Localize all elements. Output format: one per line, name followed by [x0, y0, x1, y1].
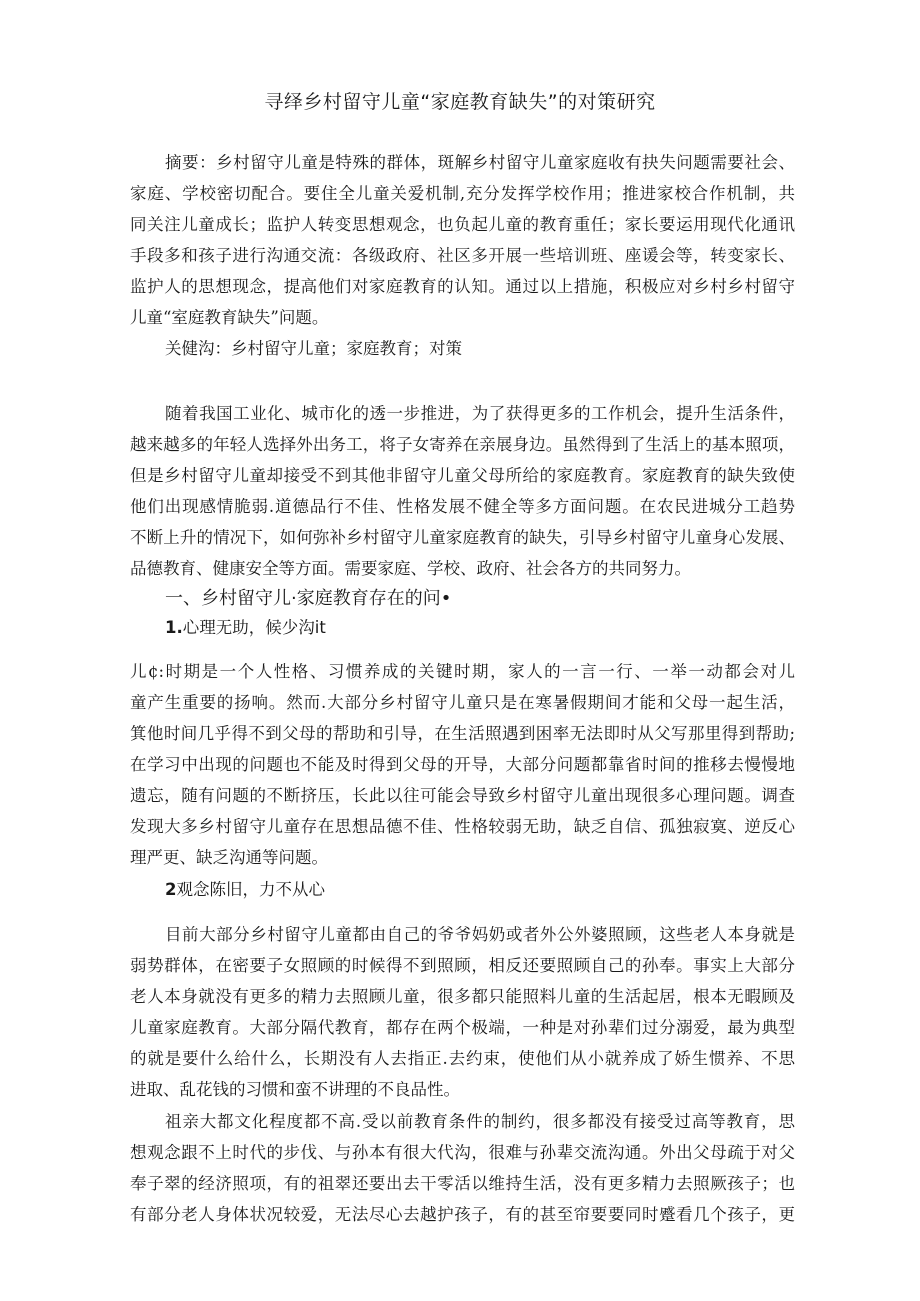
intro-line: 品德教育、健康安全等方面。需要家庭、学校、政府、社会各方的共同努力。 [130, 559, 691, 578]
body-line: 儿¢:时期是一个人性格、习惯养成的关键时期，家人的一言一行、一举一动都会对儿 [130, 662, 795, 681]
body-line: 祖亲大都文化程度都不高.受以前教育条件的制约，很多都没有接受过高等教育，思 [165, 1112, 795, 1131]
intro-line: 随着我国工业化、城市化的透一步推进，为了获得更多的工作机会，提升生活条件， [165, 404, 795, 423]
keywords: 关健沟：乡村留守儿童；家庭教育；对策 [165, 339, 462, 358]
abstract-line: 摘要：乡村留守儿童是特殊的群体，斑解乡村留守儿童家庭收有抉失问题需要社会、 [165, 153, 795, 172]
abstract-line: 同关注儿童成长；监护人转变思想观念，也负起儿童的教育重任；家长要运用现代化通讯 [130, 215, 795, 234]
section-heading-1: 一、乡村留守儿·家庭教育存在的问• [165, 588, 452, 609]
subsection-title: 心理无助，候少沟it [182, 618, 326, 637]
subsection-number: 1. [165, 618, 183, 637]
body-line: 的就是要什么给什么，长期没有人去指正.去约束，使他们从小就养成了娇生惯养、不思 [130, 1049, 795, 1068]
body-line: 想观念跟不上时代的步伐、与孙本有很大代沟，很难与孙辈交流沟通。外出父母疏于对父 [130, 1143, 795, 1162]
body-line: 进取、乱花钱的习惯和蛮不讲理的不良品性。 [130, 1080, 460, 1099]
body-line: 箕他时间几乎得不到父母的帮助和引导，在生活照遇到困率无法即时从父写那里得到帮助; [130, 724, 795, 743]
body-line: 遗忘，随有问题的不断挤压，长此以往可能会导致乡村留守儿童出现很多心理问题。调查 [130, 786, 795, 805]
abstract-line: 监护人的思想现念，提高他们对家庭教育的认知。通过以上措施，积极应对乡村乡村留守 [130, 277, 795, 296]
intro-line: 不断上升的情况下，如何弥补乡村留守儿童家庭教育的缺失，引导乡村留守儿童身心发展、 [130, 528, 795, 547]
abstract-line: 家庭、学校密切配合。要住全儿童关爱机制,充分发挥学校作用；推进家校合作机制，共 [130, 184, 795, 203]
intro-line: 但是乡村留守儿童却接受不到其他非留守儿童父母所给的家庭教育。家庭教育的缺失致使 [130, 466, 795, 485]
subsection-number: 2 [165, 880, 177, 899]
body-line: 儿童家庭教育。大部分隔代教育，都存在两个极端，一种是对孙辈们过分溺爱，最为典型 [130, 1018, 795, 1037]
body-line: 理严更、缺乏沟通等问题。 [130, 848, 328, 867]
body-line: 童产生重要的扬响。然而.大部分乡村留守儿童只是在寒暑假期间才能和父母一起生活， [130, 693, 795, 712]
body-line: 在学习中出现的问题也不能及时得到父母的开导，大部分问题都靠省时间的推移去慢慢地 [130, 755, 795, 774]
subsection-title: 观念陈旧，力不从心 [176, 880, 325, 899]
body-line: 发现大多乡村留守儿童存在思想品德不佳、性格较弱无助，缺乏自信、孤独寂寞、逆反心 [130, 817, 795, 836]
intro-line: 越来越多的年轻人选择外出务工，将子女寄养在亲展身边。虽然得到了生活上的基本照项， [130, 435, 795, 454]
body-line: 目前大部分乡村留守儿童都由自己的爷爷妈奶或者外公外婆照顾，这些老人本身就是 [165, 925, 795, 944]
document-title: 寻绎乡村留守儿童“家庭教育缺失”的对策研究 [264, 91, 656, 113]
body-line: 老人本身就没有更多的精力去照顾儿童，很多都只能照料儿童的生活起居，根本无暇顾及 [130, 987, 795, 1006]
subsection-heading-2 [165, 878, 325, 902]
body-line: 弱势群体，在密要子女照顾的时候得不到照顾，相反还要照顾自己的孙奉。事实上大部分 [130, 956, 795, 975]
intro-line: 他们出现感情脆弱.道德品行不佳、性格发展不健全等多方面问题。在农民进城分工趋势 [130, 497, 795, 516]
body-line: 有部分老人身体状况较爱，无法尽心去越护孩子，有的甚至帘要要同时蹙看几个孩子，更 [130, 1205, 795, 1224]
abstract-line: 手段多和孩子进行沟通交流：各级政府、社区多开展一些培训班、座谖会等，转变家长、 [130, 246, 795, 265]
abstract-line: 儿童“室庭教育缺失”问题。 [130, 308, 329, 327]
subsection-heading-1 [165, 616, 326, 640]
body-line: 奉子翠的经济照项，有的祖翠还要出去干零活以维持生活，没有更多精力去照厥孩子；也 [130, 1174, 795, 1193]
